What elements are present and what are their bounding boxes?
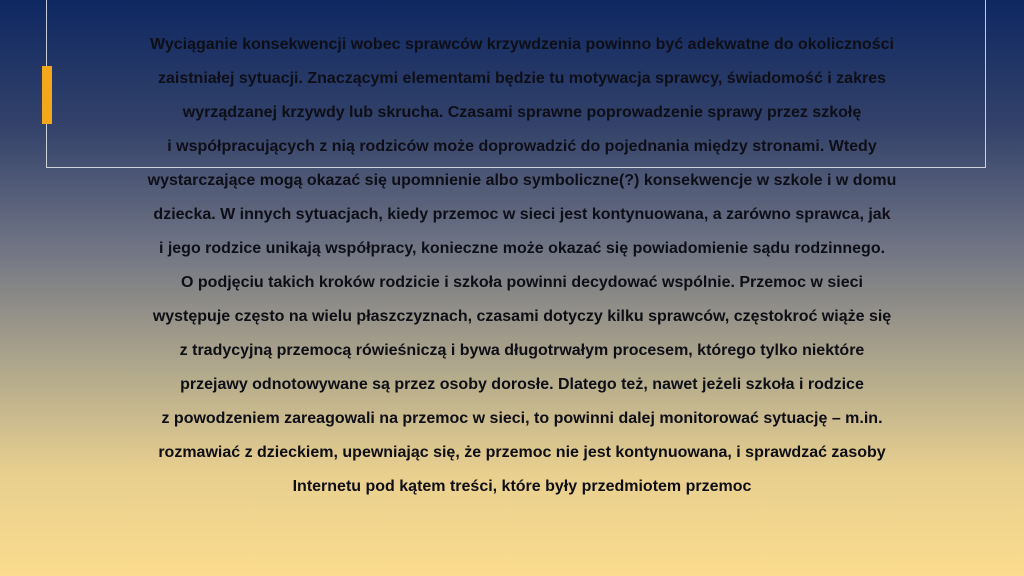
text-line: występuje często na wielu płaszczyznach, czasami dotyczy kilku sprawców, częstokroć wiąże się [152,308,892,325]
text-line: wystarczające mogą okazać się upomnienie albo symboliczne(?) konsekwencje w szkole i w domu [147,172,897,189]
text-line: zaistniałej sytuacji. Znaczącymi elementami będzie tu motywacja sprawcy, świadomość i zakres [157,70,886,87]
text-line: Internetu pod kątem treści, które były przedmiotem przemoc [292,478,752,495]
text-line: przejawy odnotowywane są przez osoby dorosłe. Dlatego też, nawet jeżeli szkoła i rodzice [180,376,864,393]
text-line: O podjęciu takich kroków rodzicie i szkoła powinni decydować wspólnie. Przemoc w sieci [181,274,863,291]
text-line: i jego rodzice unikają współpracy, konieczne może okazać się powiadomienie sądu rodzinnego. [158,240,886,257]
text-line: Wyciąganie konsekwencji wobec sprawców krzywdzenia powinno być adekwatne do okoliczności [150,36,894,53]
accent-bar [42,66,52,124]
text-line: dziecka. W innych sytuacjach, kiedy przemoc w sieci jest kontynuowana, a zarówno sprawca, jak [153,206,891,223]
text-line: i współpracujących z nią rodziców może doprowadzić do pojednania między stronami. Wtedy [167,138,877,155]
text-line: rozmawiać z dzieckiem, upewniając się, że przemoc nie jest kontynuowana, i sprawdzać zasoby [158,444,886,461]
text-line: wyrządzanej krzywdy lub skrucha. Czasami sprawne poprowadzenie sprawy przez szkołę [182,104,862,121]
slide-body-text [52,28,992,504]
text-line: z powodzeniem zareagowali na przemoc w sieci, to powinni dalej monitorować sytuację – m.in. [161,410,883,427]
text-line: z tradycyjną przemocą rówieśniczą i bywa długotrwałym procesem, którego tylko niektóre [179,342,865,359]
